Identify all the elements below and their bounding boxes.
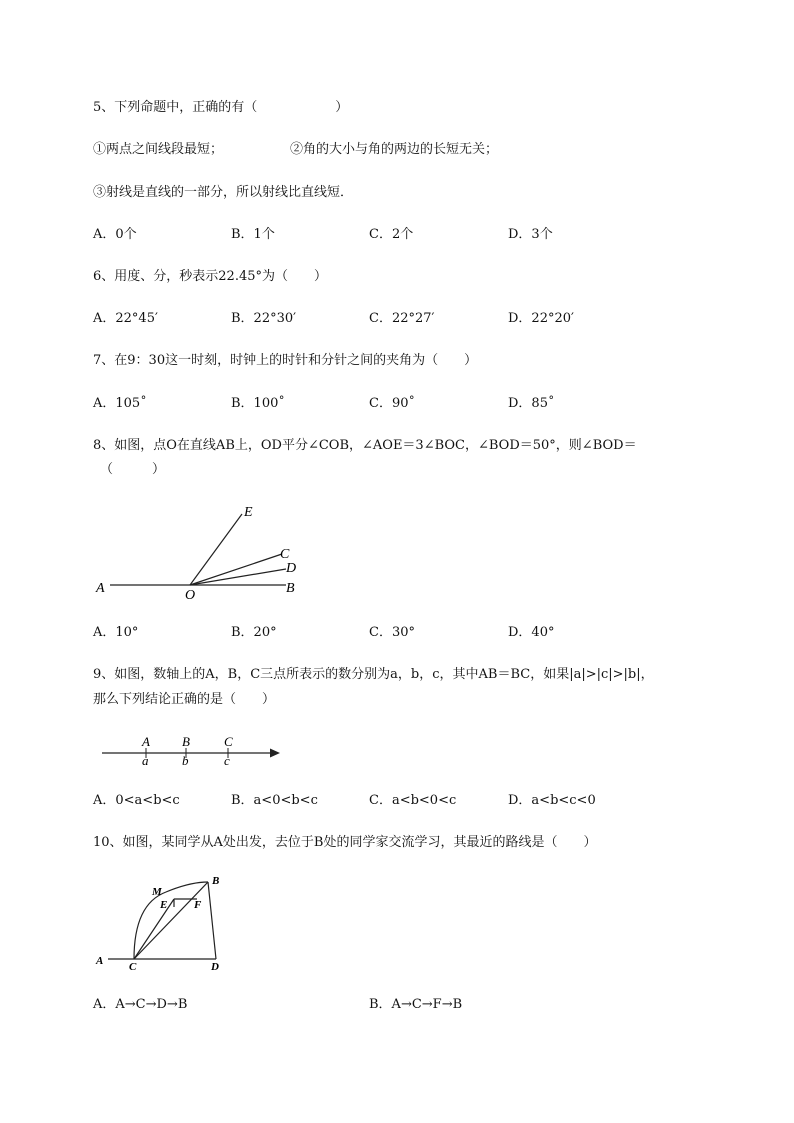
q6-option-b: B．22°30′ bbox=[231, 311, 297, 326]
q10-line-bd bbox=[208, 882, 216, 959]
q6-stem: 6、用度、分，秒表示22.45°为（ ） bbox=[93, 269, 327, 284]
q10-label-f: F bbox=[194, 899, 202, 911]
q7-option-b: B．100˚ bbox=[231, 396, 285, 411]
q9-point-label-a: A bbox=[142, 734, 150, 749]
q9-option-c: C．a<b<0<c bbox=[369, 793, 457, 808]
q8-label-o: O bbox=[185, 588, 196, 602]
q5-item-1: ①两点之间线段最短； bbox=[93, 142, 224, 157]
q10-label-e: E bbox=[160, 899, 168, 911]
q8-label-e: E bbox=[244, 505, 253, 520]
q9-option-b: B．a<0<b<c bbox=[231, 793, 318, 808]
q10-option-a: A．A→C→D→B bbox=[93, 997, 188, 1012]
q9-value-label-c: c bbox=[224, 753, 230, 768]
q9-value-label-b: b bbox=[182, 753, 189, 768]
q9-point-label-c: C bbox=[224, 734, 233, 749]
q6-option-a: A．22°45′ bbox=[93, 311, 158, 326]
q5-stem: 5、下列命题中，正确的有（ ） bbox=[93, 100, 349, 115]
q10-label-m: M bbox=[152, 886, 162, 898]
q8-stem: 8、如图，点O在直线AB上，OD平分∠COB，∠AOE＝3∠BOC，∠BOD＝50°，则∠BOD＝ bbox=[93, 438, 637, 453]
q5-item-3: ③射线是直线的一部分，所以射线比直线短． bbox=[93, 185, 354, 200]
q6-option-c: C．22°27′ bbox=[369, 311, 435, 326]
q10-label-a: A bbox=[96, 955, 104, 967]
q5-option-b: B．1个 bbox=[231, 227, 275, 242]
q10-figure bbox=[94, 872, 234, 976]
q5-item-2: ②角的大小与角的两边的长短无关； bbox=[290, 142, 499, 157]
q8-option-b: B．20° bbox=[231, 625, 277, 640]
q9-option-d: D．a<b<c<0 bbox=[508, 793, 596, 808]
q5-option-c: C．2个 bbox=[369, 227, 414, 242]
q8-option-d: D．40° bbox=[508, 625, 555, 640]
q9-point-label-b: B bbox=[182, 734, 190, 749]
q10-stem: 10、如图，某同学从A处出发，去位于B处的同学家交流学习，其最近的路线是（ ） bbox=[93, 835, 597, 850]
q8-stem-cont: （ ） bbox=[100, 462, 166, 477]
q9-stem-cont: 那么下列结论正确的是（ ） bbox=[93, 692, 276, 707]
q9-axis-arrow bbox=[270, 749, 280, 758]
q9-value-label-a: a bbox=[142, 753, 149, 768]
q9-stem: 9、如图，数轴上的A，B，C三点所表示的数分别为a，b，c，其中AB＝BC，如果|a|>|c|>|b|， bbox=[93, 667, 654, 682]
q8-label-b: B bbox=[286, 581, 295, 596]
q5-option-d: D．3个 bbox=[508, 227, 553, 242]
q8-label-a: A bbox=[96, 581, 105, 596]
q8-figure bbox=[90, 498, 310, 602]
q10-line-cb bbox=[134, 882, 208, 959]
q10-line-ce bbox=[134, 899, 174, 959]
q8-option-a: A．10° bbox=[93, 625, 139, 640]
q7-option-d: D．85˚ bbox=[508, 396, 555, 411]
q10-label-c: C bbox=[129, 961, 137, 973]
q8-ray-oe bbox=[190, 514, 242, 585]
q7-option-c: C．90˚ bbox=[369, 396, 415, 411]
q5-option-a: A．0个 bbox=[93, 227, 137, 242]
q6-option-d: D．22°20′ bbox=[508, 311, 574, 326]
q9-number-line bbox=[96, 733, 286, 769]
q9-option-a: A．0<a<b<c bbox=[93, 793, 180, 808]
q10-option-b: B．A→C→F→B bbox=[369, 997, 463, 1012]
q8-ray-od bbox=[190, 569, 286, 585]
q7-stem: 7、在9：30这一时刻，时钟上的时针和分针之间的夹角为（ ） bbox=[93, 353, 478, 368]
q10-label-b: B bbox=[212, 875, 220, 887]
q8-ray-oc bbox=[190, 554, 282, 585]
q8-label-d: D bbox=[286, 561, 297, 576]
q7-option-a: A．105˚ bbox=[93, 396, 147, 411]
q8-option-c: C．30° bbox=[369, 625, 415, 640]
q10-label-d: D bbox=[211, 961, 219, 973]
q8-label-c: C bbox=[280, 547, 290, 562]
